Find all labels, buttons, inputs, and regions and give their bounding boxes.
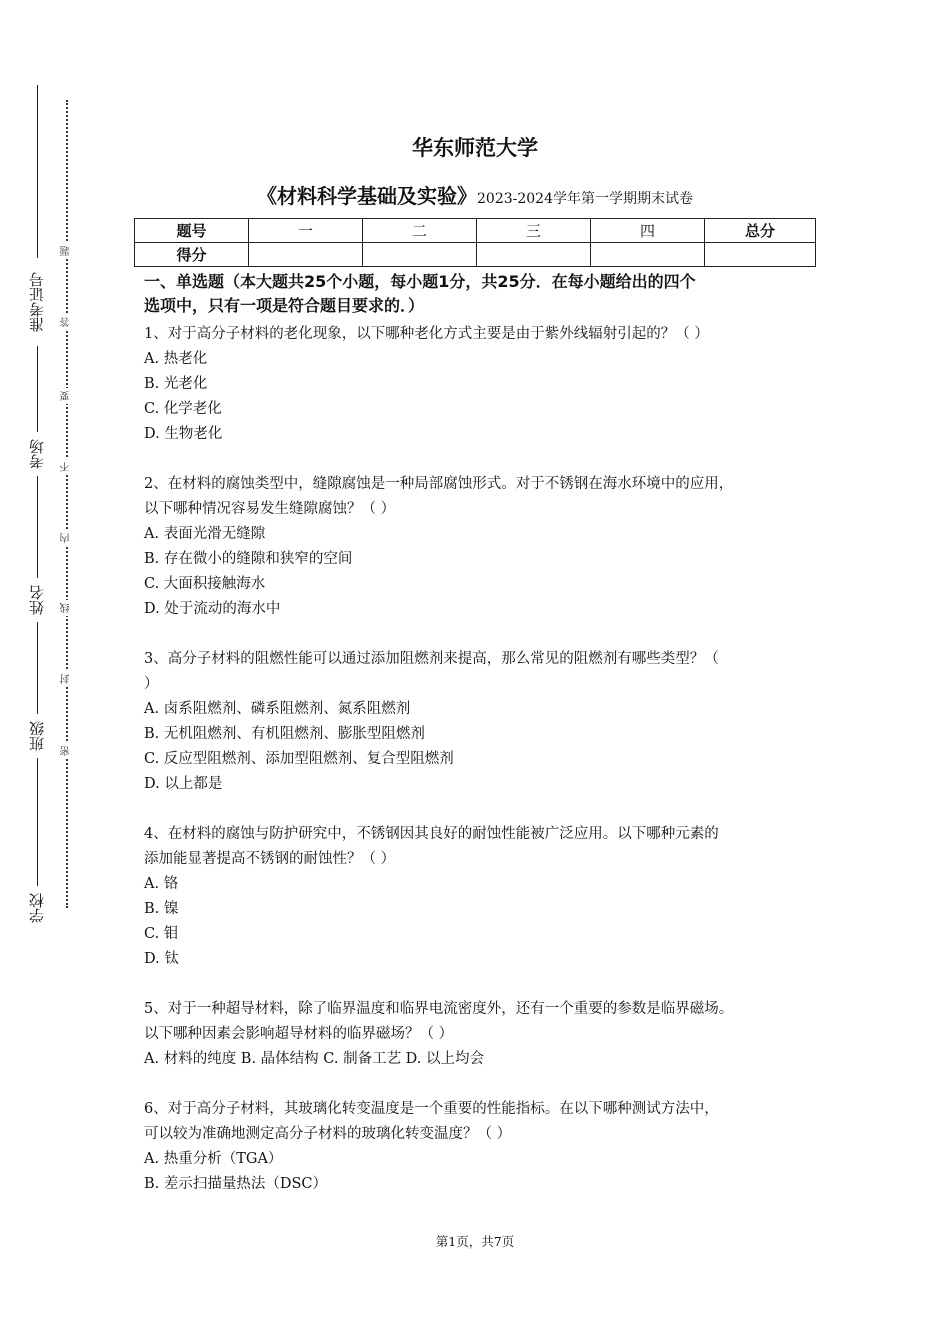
score-table-score-row: [135, 243, 816, 267]
seal-char: 密: [58, 743, 76, 759]
question-1: [144, 322, 820, 447]
question-stem: 添加能显著提高不锈钢的耐蚀性？（ ）: [144, 851, 396, 867]
question-stem: 以下哪种因素会影响超导材料的临界磁场？（ ）: [144, 1026, 454, 1042]
section-heading: [144, 270, 820, 318]
score-cell: 总分: [705, 219, 816, 243]
score-cell: 一: [249, 219, 363, 243]
option-d: D. 处于流动的海水中: [144, 601, 281, 617]
option-a: A. 表面光滑无缝隙: [144, 526, 266, 542]
score-table-header-row: [135, 219, 816, 243]
seal-char: 要: [58, 388, 76, 404]
option-c: C. 钼: [144, 926, 179, 942]
option-b: B. 存在微小的缝隙和狭窄的空间: [144, 551, 353, 567]
seal-char: 题: [58, 243, 76, 259]
option-c: C. 化学老化: [144, 401, 222, 417]
option-b: B. 光老化: [144, 376, 208, 392]
binding-solid-line: [37, 85, 38, 925]
score-cell: 题号: [135, 219, 249, 243]
option-b: B. 无机阻燃剂、有机阻燃剂、膨胀型阻燃剂: [144, 726, 425, 742]
question-stem: ）: [144, 676, 159, 692]
label-exam-number: 准考证号: [24, 258, 50, 346]
exam-subtitle: [0, 180, 950, 209]
option-a: A. 热老化: [144, 351, 208, 367]
question-5: [144, 997, 820, 1072]
question-2: [144, 472, 820, 622]
question-4: [144, 822, 820, 972]
page-number: 第1页，共7页: [435, 1234, 515, 1249]
score-cell: 得分: [135, 243, 249, 267]
seal-char: 内: [58, 530, 76, 546]
option-d: D. 生物老化: [144, 426, 223, 442]
binding-dotted-line: [66, 100, 68, 908]
seal-char: 封: [58, 671, 76, 687]
question-stem: 5、对于一种超导材料，除了临界温度和临界电流密度外，还有一个重要的参数是临界磁场。: [144, 1001, 734, 1017]
question-stem: 6、对于高分子材料，其玻璃化转变温度是一个重要的性能指标。在以下哪种测试方法中，: [144, 1101, 719, 1117]
option-c: C. 反应型阻燃剂、添加型阻燃剂、复合型阻燃剂: [144, 751, 454, 767]
section-heading-line: 一、单选题（本大题共25个小题，每小题1分，共25分．在每小题给出的四个: [144, 272, 696, 291]
score-cell: 二: [363, 219, 477, 243]
option-d: D. 钛: [144, 951, 179, 967]
university-title: 华东师范大学: [412, 136, 538, 160]
question-3: [144, 647, 820, 797]
label-name: 姓名: [24, 578, 50, 622]
question-6: [144, 1097, 820, 1197]
seal-char: 不: [58, 459, 76, 475]
option-a: A. 热重分析（TGA）: [144, 1151, 283, 1167]
option-a: A. 卤系阻燃剂、磷系阻燃剂、氮系阻燃剂: [144, 701, 411, 717]
option-d: D. 以上都是: [144, 776, 223, 792]
question-stem: 以下哪种情况容易发生缝隙腐蚀？（ ）: [144, 501, 396, 517]
score-entry-cell: [363, 243, 477, 267]
seal-char: 线: [58, 600, 76, 616]
question-stem: 1、对于高分子材料的老化现象，以下哪种老化方式主要是由于紫外线辐射引起的？（ ）: [144, 326, 709, 342]
question-stem: 可以较为准确地测定高分子材料的玻璃化转变温度？（ ）: [144, 1126, 512, 1142]
label-exam-room: 考场: [24, 432, 50, 476]
score-cell: 三: [477, 219, 591, 243]
exam-content: [144, 270, 820, 1222]
exam-term: 2023-2024学年第一学期期末试卷: [477, 191, 693, 207]
option-b: B. 镍: [144, 901, 179, 917]
label-school: 学校: [24, 886, 50, 930]
score-entry-cell: [591, 243, 705, 267]
question-stem: 3、高分子材料的阻燃性能可以通过添加阻燃剂来提高，那么常见的阻燃剂有哪些类型？（: [144, 651, 719, 667]
seal-char: 答: [58, 314, 76, 330]
section-heading-line: 选项中，只有一项是符合题目要求的．）: [144, 296, 425, 315]
score-entry-cell: [705, 243, 816, 267]
question-stem: 2、在材料的腐蚀类型中，缝隙腐蚀是一种局部腐蚀形式。对于不锈钢在海水环境中的应用，: [144, 476, 734, 492]
option-line: A. 材料的纯度 B. 晶体结构 C. 制备工艺 D. 以上均会: [144, 1051, 485, 1067]
question-stem: 4、在材料的腐蚀与防护研究中，不锈钢因其良好的耐蚀性能被广泛应用。以下哪种元素的: [144, 826, 719, 842]
option-a: A. 铬: [144, 876, 179, 892]
option-c: C. 大面积接触海水: [144, 576, 266, 592]
label-class: 班级: [24, 714, 50, 758]
score-cell: 四: [591, 219, 705, 243]
score-entry-cell: [249, 243, 363, 267]
option-b: B. 差示扫描量热法（DSC）: [144, 1176, 328, 1192]
score-table: [134, 218, 816, 267]
course-name: 《材料科学基础及实验》: [257, 184, 477, 208]
score-entry-cell: [477, 243, 591, 267]
